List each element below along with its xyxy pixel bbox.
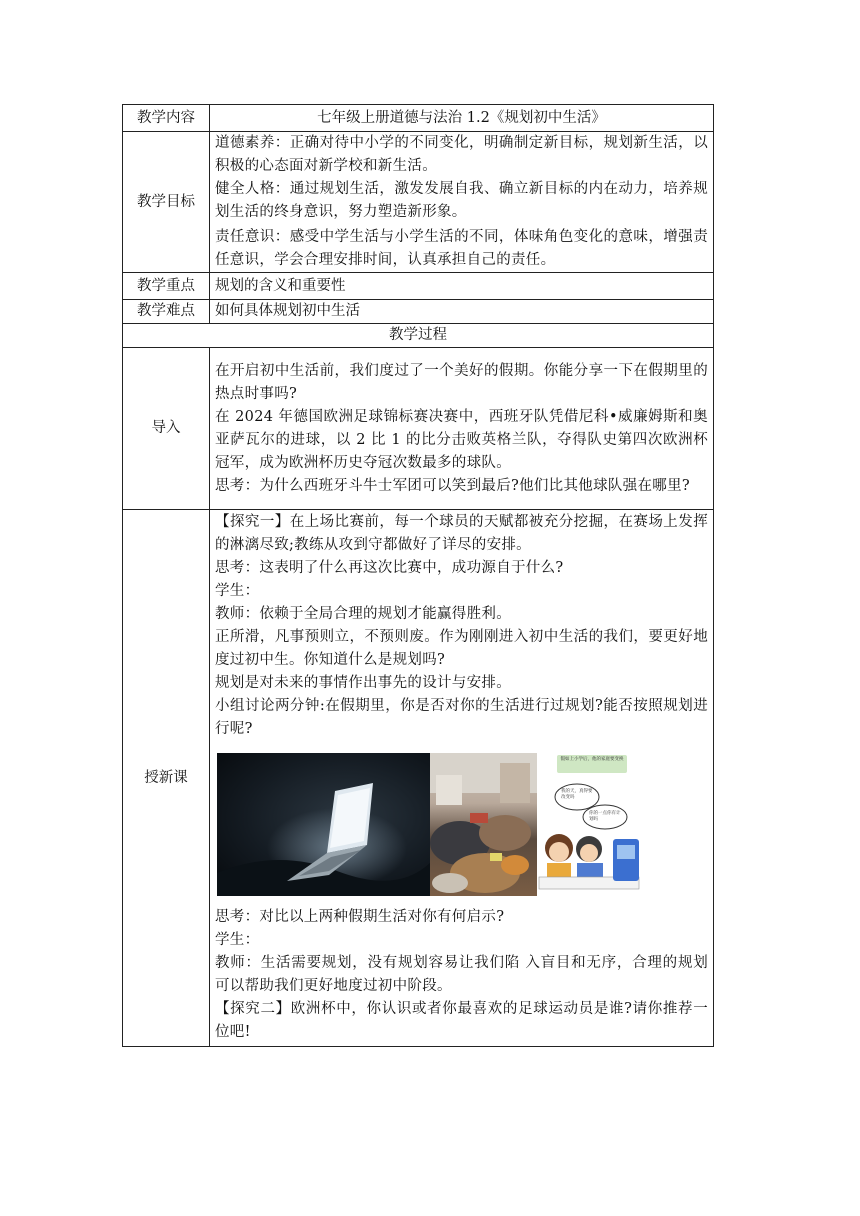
label-teaching-goals: 教学目标	[123, 132, 210, 273]
lesson-paragraph: 思考：这表明了什么再这次比赛中，成功源自于什么?	[215, 560, 564, 576]
row-key-point	[123, 273, 714, 300]
row-intro	[123, 348, 714, 510]
intro-cell	[210, 348, 714, 510]
label-difficulty: 教学难点	[123, 300, 210, 324]
cartoon-caption: 假如上小学后，他的家庭要变换	[560, 757, 624, 762]
lesson-paragraph: 【探究二】欧洲杯中，你认识或者你最喜欢的足球运动员是谁?请你推荐一位吧!	[215, 1001, 708, 1040]
messy-room-photo	[430, 753, 537, 896]
label-new-lesson: 授新课	[123, 510, 210, 1047]
lesson-paragraph: 小组讨论两分钟:在假期里，你是否对你的生活进行过规划?能否按照规划进行呢?	[215, 698, 708, 737]
illustration-strip	[217, 753, 708, 896]
goal-moral: 道德素养：正确对待中小学的不同变化，明确制定新目标，规划新生活，以积极的心态面对新学校和新生活。	[215, 135, 708, 174]
value-key-point: 规划的含义和重要性	[210, 273, 714, 300]
cartoon-bubble-2: 你的一点你有计划吗	[589, 811, 621, 822]
intro-paragraph: 在 2024 年德国欧洲足球锦标赛决赛中，西班牙队凭借尼科•威廉姆斯和奥亚萨瓦尔的进球，以 2 比 1 的比分击败英格兰队，夺得队史第四次欧洲杯冠军，成为欧洲杯历史夺冠次数最多的球队。	[215, 408, 708, 471]
goals-cell	[210, 132, 714, 273]
cartoon-illustration	[537, 753, 647, 896]
lesson-paragraph: 学生：	[215, 932, 260, 948]
process-header: 教学过程	[123, 324, 714, 348]
row-teaching-content	[123, 105, 714, 132]
lesson-paragraph: 教师：生活需要规划，没有规划容易让我们陷 入盲目和无序，合理的规划可以帮助我们更好地度过初中阶段。	[215, 955, 708, 994]
goal-responsibility: 责任意识：感受中学生活与小学生活的不同，体味角色变化的意味，增强责任意识，学会合理安排时间，认真承担自己的责任。	[215, 229, 708, 268]
lesson-paragraph: 教师：依赖于全局合理的规划才能赢得胜利。	[215, 606, 511, 622]
lesson-paragraph: 思考：对比以上两种假期生活对你有何启示?	[215, 909, 505, 925]
row-new-lesson	[123, 510, 714, 1047]
label-teaching-content: 教学内容	[123, 105, 210, 132]
label-intro: 导入	[123, 348, 210, 510]
intro-paragraph: 在开启初中生活前，我们度过了一个美好的假期。你能分享一下在假期里的热点时事吗?	[215, 362, 708, 402]
label-key-point: 教学重点	[123, 273, 210, 300]
row-process-header	[123, 324, 714, 348]
goal-personality: 健全人格：通过规划生活，激发发展自我、确立新目标的内在动力，培养规划生活的终身意识，努力塑造新形象。	[215, 181, 708, 220]
value-teaching-content: 七年级上册道德与法治 1.2《规划初中生活》	[210, 105, 714, 132]
intro-paragraph: 思考：为什么西班牙斗牛士军团可以笑到最后?他们比其他球队强在哪里?	[215, 477, 690, 494]
laptop-in-dark-photo	[217, 753, 430, 896]
cartoon-bubble-1: 我的天，真得要改变吗	[561, 789, 593, 800]
row-difficulty	[123, 300, 714, 324]
lesson-paragraph: 【探究一】在上场比赛前，每一个球员的天赋都被充分挖掘，在赛场上发挥的淋漓尽致;教练从攻到守都做好了详尽的安排。	[215, 514, 708, 553]
row-teaching-goals	[123, 132, 714, 273]
lesson-paragraph: 规划是对未来的事情作出事先的设计与安排。	[215, 675, 511, 691]
lesson-plan-table	[122, 104, 714, 1047]
value-difficulty: 如何具体规划初中生活	[210, 300, 714, 324]
lesson-paragraph: 学生：	[215, 583, 260, 599]
lesson-paragraph: 正所滑，凡事预则立，不预则废。作为刚刚进入初中生活的我们，要更好地度过初中生。你知道什么是规划吗?	[215, 629, 708, 668]
new-lesson-cell	[210, 510, 714, 1047]
